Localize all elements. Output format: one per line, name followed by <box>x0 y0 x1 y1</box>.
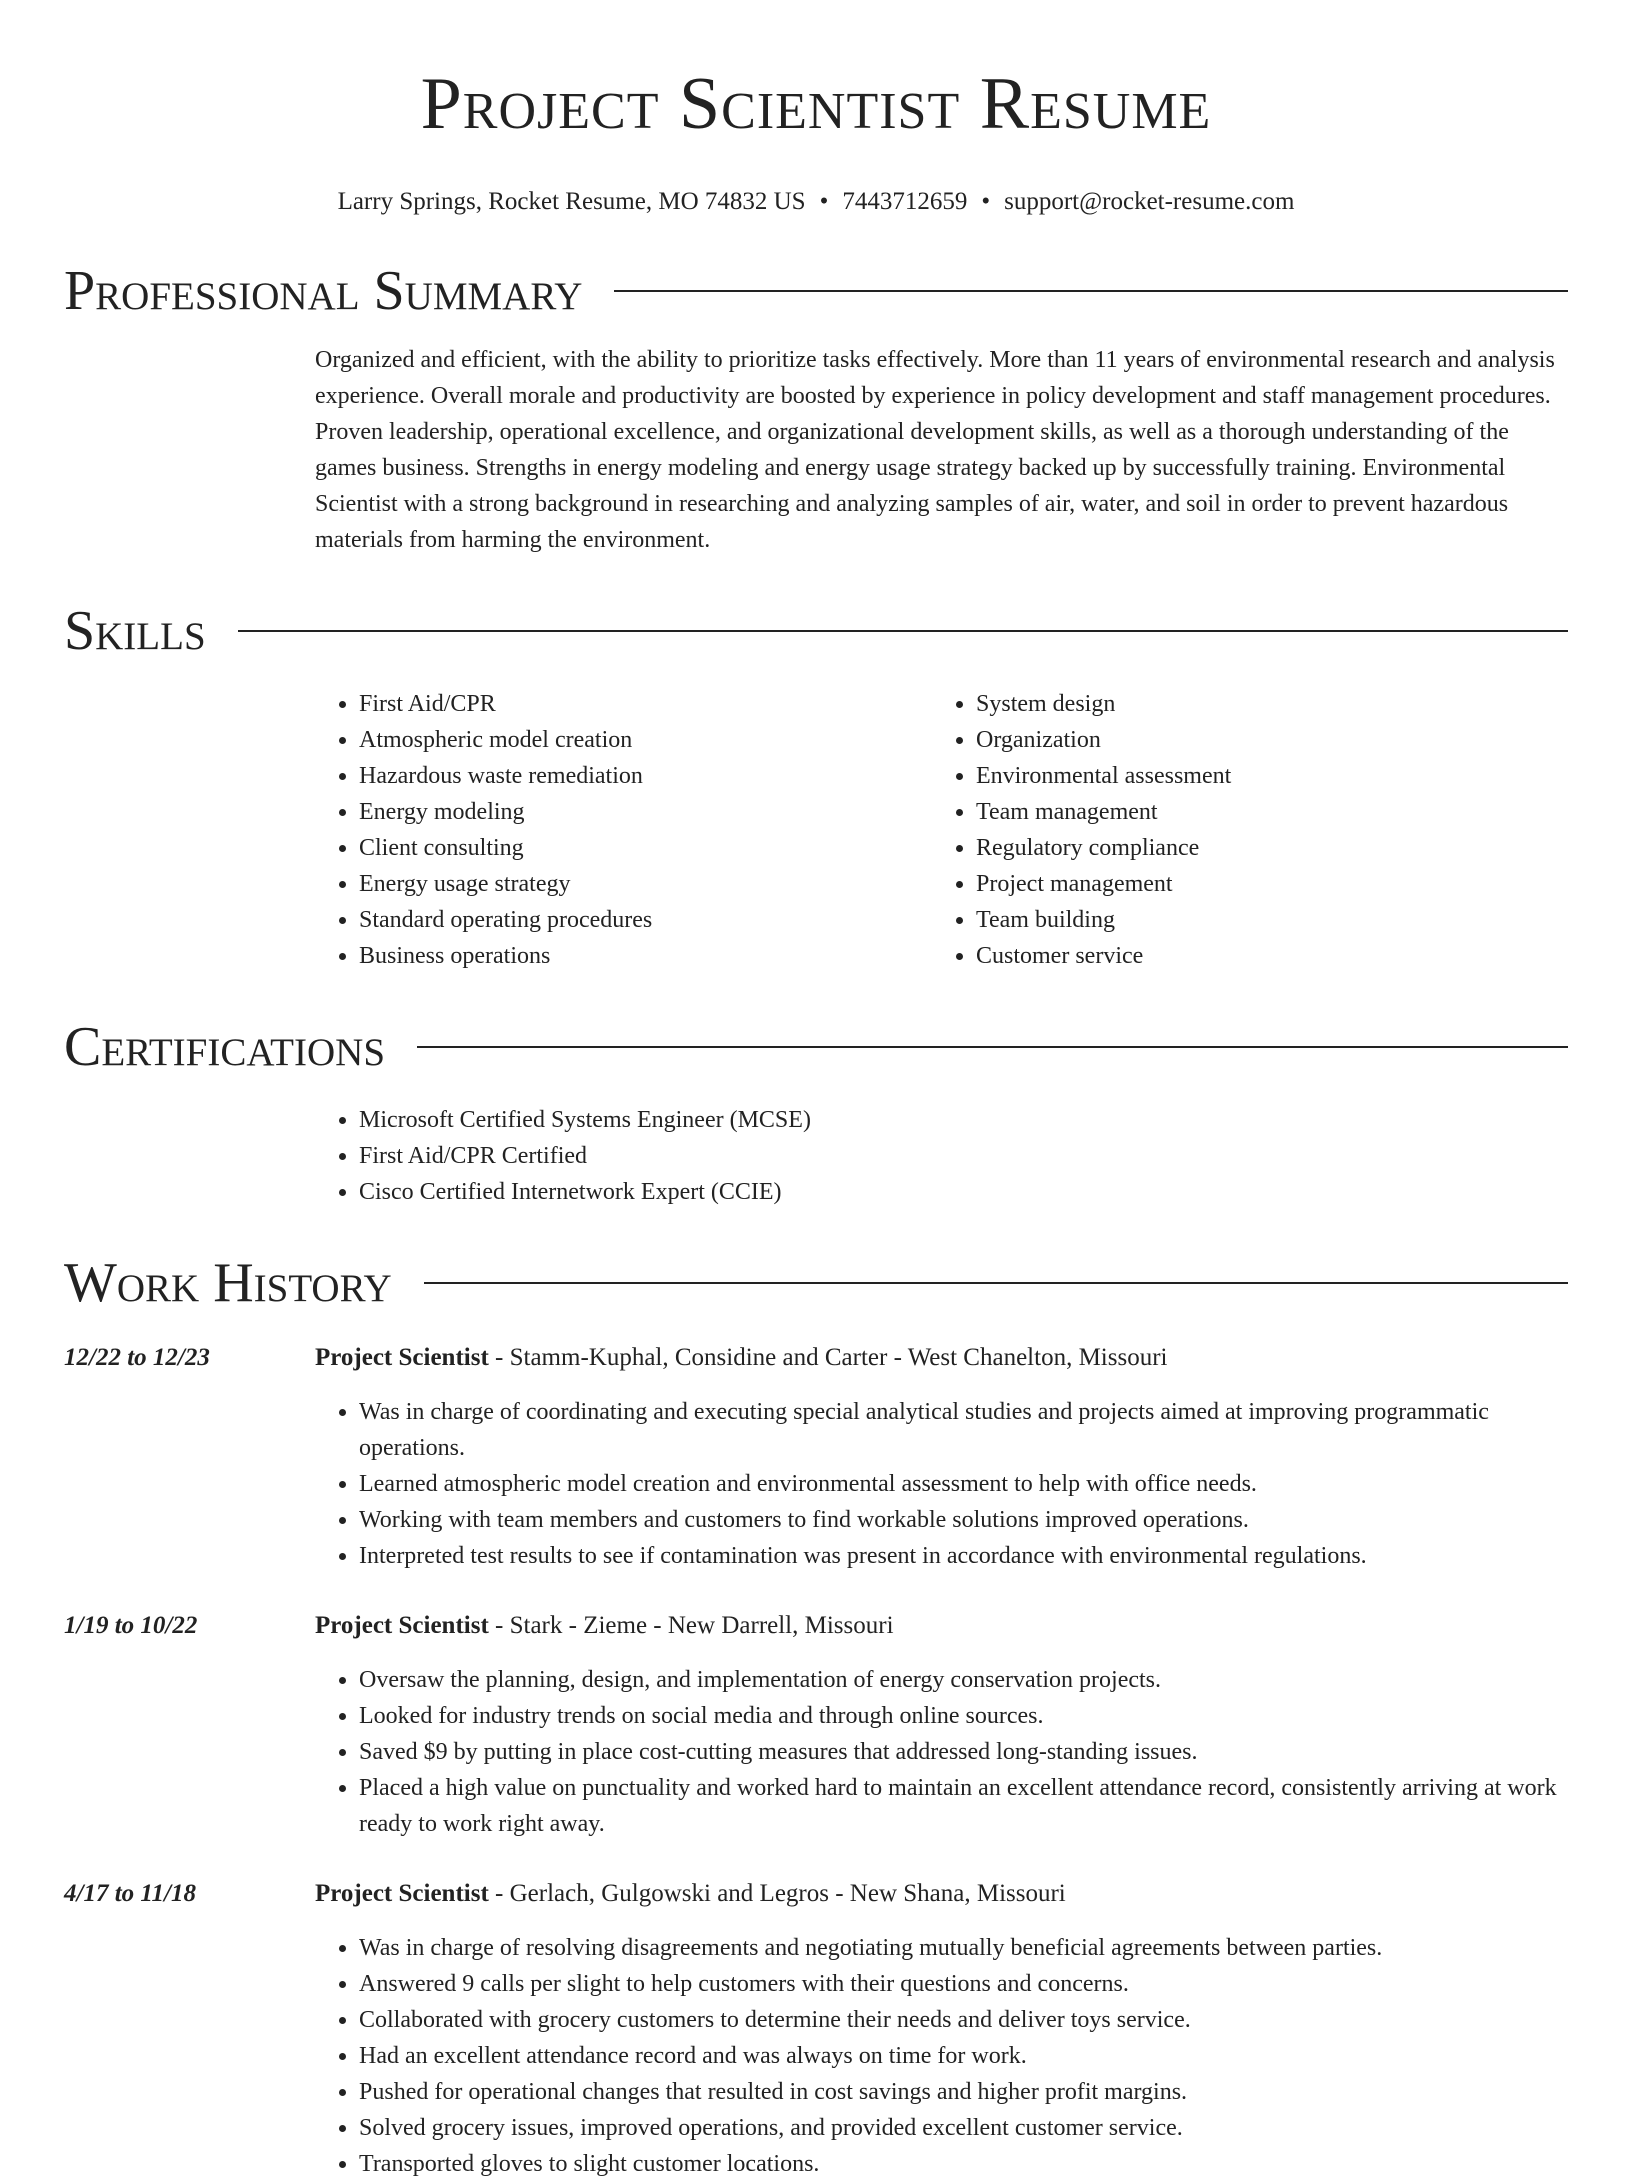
skill-item: • Client consulting <box>359 830 932 866</box>
skill-item: • Team building <box>976 902 1549 938</box>
job-content <box>315 1608 1568 1842</box>
contact-address: Larry Springs, Rocket Resume, MO 74832 US <box>337 188 806 215</box>
job-heading <box>315 1608 1568 1644</box>
job-title: Project Scientist <box>315 1880 489 1907</box>
certifications-heading: Certifications <box>64 1016 386 1078</box>
skills-section-header <box>64 598 1568 664</box>
summary-body <box>315 342 1568 558</box>
certifications-section-header <box>64 1014 1568 1080</box>
job-title: Project Scientist <box>315 1612 489 1639</box>
job-duty: • Pushed for operational changes that resulted in cost savings and higher profit margins. <box>359 2074 1568 2110</box>
summary-text: Organized and efficient, with the ability to prioritize tasks effectively. More than 11 years of environmental research and analysis experience. Overall morale and productivity are boosted by experience in policy development and staff management procedures. Proven leadership, operational excellence, and organizational development skills, as well as a thorough understanding of the games business. Strengths in energy modeling and energy usage strategy backed up by successfully training. Environmental Scientist with a strong background in researching and analyzing samples of air, water, and soil in order to prevent hazardous materials from harming the environment. <box>315 347 1555 553</box>
skill-item: • Project management <box>976 866 1549 902</box>
job-heading <box>315 1340 1568 1376</box>
summary-heading: Professional Summary <box>64 260 583 322</box>
contact-email: support@rocket-resume.com <box>1004 188 1295 215</box>
skill-item: • Hazardous waste remediation <box>359 758 932 794</box>
contact-phone: 7443712659 <box>842 188 968 215</box>
job-content <box>315 1340 1568 1574</box>
job-duty: • Was in charge of coordinating and executing special analytical studies and projects aimed at improving programmatic operations. <box>359 1394 1568 1466</box>
skill-item: • Team management <box>976 794 1549 830</box>
job-employer: - Stark - Zieme - New Darrell, Missouri <box>488 1612 894 1639</box>
certification-item: • Microsoft Certified Systems Engineer (MCSE) <box>359 1102 1568 1138</box>
skill-item: • Organization <box>976 722 1549 758</box>
skills-list <box>315 686 1568 974</box>
certification-item: • Cisco Certified Internetwork Expert (CCIE) <box>359 1174 1568 1210</box>
certification-item: • First Aid/CPR Certified <box>359 1138 1568 1174</box>
work-section-header <box>64 1250 1568 1316</box>
work-heading: Work History <box>64 1252 392 1314</box>
skills-heading: Skills <box>64 600 206 662</box>
job-employer: - Stamm-Kuphal, Considine and Carter - West Chanelton, Missouri <box>488 1344 1168 1371</box>
skill-item: • Atmospheric model creation <box>359 722 932 758</box>
job-duty: • Was in charge of resolving disagreements and negotiating mutually beneficial agreements between parties. <box>359 1930 1568 1966</box>
job-duty: • Saved $9 by putting in place cost-cutting measures that addressed long-standing issues. <box>359 1734 1568 1770</box>
skill-item: • Energy usage strategy <box>359 866 932 902</box>
job-duty: • Working with team members and customers to find workable solutions improved operations. <box>359 1502 1568 1538</box>
skill-item: • Business operations <box>359 938 932 974</box>
work-history-list <box>64 1340 1568 2182</box>
job-entry <box>64 1876 1568 2182</box>
job-duty: • Placed a high value on punctuality and worked hard to maintain an excellent attendance record, consistently arriving at work ready to work right away. <box>359 1770 1568 1842</box>
job-duties <box>315 1662 1568 1842</box>
skill-item: • Standard operating procedures <box>359 902 932 938</box>
job-dates: 1/19 to 10/22 <box>64 1612 198 1639</box>
job-content <box>315 1876 1568 2182</box>
contact-separator: • <box>819 188 829 215</box>
job-duty: • Transported gloves to slight customer locations. <box>359 2146 1568 2182</box>
skill-item: • Energy modeling <box>359 794 932 830</box>
job-duty: • Collaborated with grocery customers to determine their needs and deliver toys service. <box>359 2002 1568 2038</box>
section-divider <box>238 630 1568 632</box>
job-dates: 4/17 to 11/18 <box>64 1880 196 1907</box>
summary-section-header <box>64 258 1568 324</box>
job-employer: - Gerlach, Gulgowski and Legros - New Shana, Missouri <box>488 1880 1066 1907</box>
skills-column-left <box>315 686 932 974</box>
job-duty: • Answered 9 calls per slight to help customers with their questions and concerns. <box>359 1966 1568 2002</box>
job-dates: 12/22 to 12/23 <box>64 1344 210 1371</box>
certifications-list <box>315 1102 1568 1210</box>
job-duty: • Oversaw the planning, design, and implementation of energy conservation projects. <box>359 1662 1568 1698</box>
job-title: Project Scientist <box>315 1344 489 1371</box>
job-entry <box>64 1340 1568 1574</box>
job-duty: • Solved grocery issues, improved operations, and provided excellent customer service. <box>359 2110 1568 2146</box>
job-duty: • Had an excellent attendance record and was always on time for work. <box>359 2038 1568 2074</box>
section-divider <box>424 1282 1568 1284</box>
skills-column-right <box>932 686 1549 974</box>
job-duty: • Learned atmospheric model creation and environmental assessment to help with office needs. <box>359 1466 1568 1502</box>
section-divider <box>417 1046 1568 1048</box>
skill-item: • Regulatory compliance <box>976 830 1549 866</box>
job-duty: • Interpreted test results to see if contamination was present in accordance with environmental regulations. <box>359 1538 1568 1574</box>
section-divider <box>614 290 1568 292</box>
skill-item: • Customer service <box>976 938 1549 974</box>
skill-item: • First Aid/CPR <box>359 686 932 722</box>
skill-item: • System design <box>976 686 1549 722</box>
contact-separator: • <box>981 188 991 215</box>
skill-item: • Environmental assessment <box>976 758 1549 794</box>
job-heading <box>315 1876 1568 1912</box>
job-duty: • Looked for industry trends on social media and through online sources. <box>359 1698 1568 1734</box>
job-duties <box>315 1394 1568 1574</box>
job-entry <box>64 1608 1568 1842</box>
job-duties <box>315 1930 1568 2182</box>
contact-line <box>64 186 1568 218</box>
page-title: Project Scientist Resume <box>420 63 1212 145</box>
